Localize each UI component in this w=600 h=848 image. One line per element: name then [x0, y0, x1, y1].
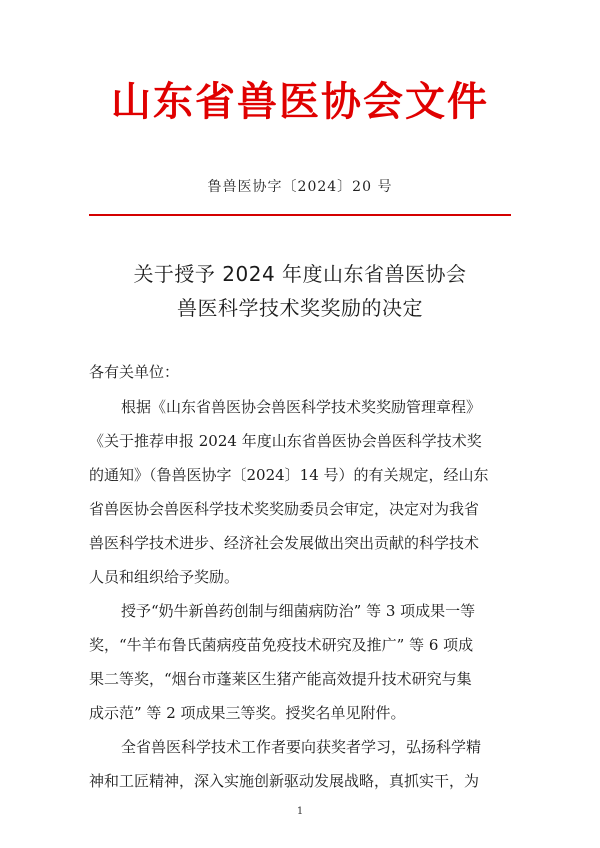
body-line: 根据《山东省兽医协会兽医科学技术奖奖励管理章程》	[121, 398, 482, 416]
body-line: 神和工匠精神，深入实施创新驱动发展战略，真抓实干，为	[89, 772, 480, 790]
body-line: 全省兽医科学技术工作者要向获奖者学习，弘扬科学精	[121, 738, 482, 756]
body-line: 果二等奖，“烟台市蓬莱区生猪产能高效提升技术研究与集	[89, 670, 472, 688]
body-line: 奖，“牛羊布鲁氏菌病疫苗免疫技术研究及推广” 等 6 项成	[89, 636, 474, 654]
body-line: 的通知》（鲁兽医协字〔2024〕14 号）的有关规定，经山东	[89, 466, 489, 484]
org-file-header: 山东省兽医协会文件	[111, 78, 489, 125]
document-title-line-2: 兽医科学技术奖奖励的决定	[177, 296, 423, 320]
document-title-line-1: 关于授予 2024 年度山东省兽医协会	[133, 262, 467, 286]
page-number: 1	[296, 806, 304, 817]
body-line: 《关于推荐申报 2024 年度山东省兽医协会兽医科学技术奖	[89, 432, 482, 450]
body-line: 人员和组织给予奖励。	[89, 568, 240, 586]
document-number: 鲁兽医协字〔2024〕20 号	[207, 179, 393, 195]
body-line: 授予“奶牛新兽药创制与细菌病防治” 等 3 项成果一等	[121, 602, 476, 620]
body-line: 兽医科学技术进步、经济社会发展做出突出贡献的科学技术	[89, 534, 480, 552]
salutation: 各有关单位：	[89, 363, 180, 381]
body-line: 成示范” 等 2 项成果三等奖。授奖名单见附件。	[89, 704, 406, 722]
red-divider-line	[89, 214, 511, 216]
body-line: 省兽医协会兽医科学技术奖奖励委员会审定，决定对为我省	[89, 500, 480, 518]
